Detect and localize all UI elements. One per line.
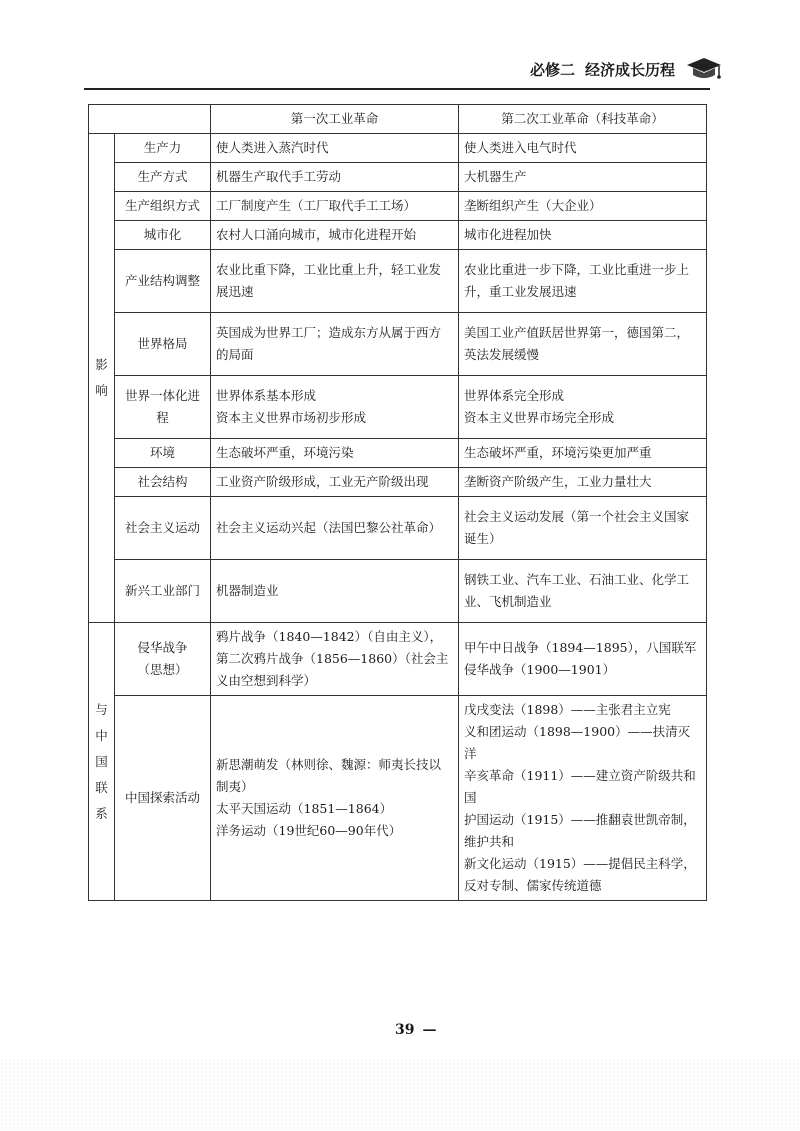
table-row	[89, 376, 707, 439]
corner-cell	[89, 105, 211, 134]
second-cell: 社会主义运动发展（第一个社会主义国家诞生）	[459, 497, 707, 560]
scan-noise-band	[0, 1058, 800, 1131]
first-cell: 机器制造业	[211, 560, 459, 623]
category-cell-china	[89, 623, 115, 901]
graduation-cap-icon	[685, 56, 723, 82]
aspect-cell: 社会主义运动	[115, 497, 211, 560]
second-cell: 垄断资产阶级产生，工业力量壮大	[459, 468, 707, 497]
second-cell: 美国工业产值跃居世界第一，德国第二，英法发展缓慢	[459, 313, 707, 376]
second-cell: 农业比重进一步下降，工业比重进一步上升，重工业发展迅速	[459, 250, 707, 313]
category-cell-influence	[89, 134, 115, 623]
aspect-cell: 世界一体化进程	[115, 376, 211, 439]
aspect-cell: 生产组织方式	[115, 192, 211, 221]
table-row	[89, 623, 707, 696]
first-cell: 工厂制度产生（工厂取代手工工场）	[211, 192, 459, 221]
table-row	[89, 439, 707, 468]
category-label: 与 中 国 联 系	[95, 701, 108, 821]
table-row	[89, 250, 707, 313]
table-row	[89, 163, 707, 192]
second-cell: 钢铁工业、汽车工业、石油工业、化学工业、飞机制造业	[459, 560, 707, 623]
first-cell: 新思潮萌发（林则徐、魏源：师夷长技以制夷） 太平天国运动（1851—1864） 洋务运动（19世纪60—90年代）	[211, 696, 459, 901]
table-row	[89, 221, 707, 250]
aspect-cell: 城市化	[115, 221, 211, 250]
aspect-cell: 生产力	[115, 134, 211, 163]
page-number-dash: —	[422, 1022, 437, 1038]
col-header-first-revolution: 第一次工业革命	[211, 105, 459, 134]
table-row	[89, 468, 707, 497]
aspect-cell: 环境	[115, 439, 211, 468]
second-cell: 戊戌变法（1898）——主张君主立宪 义和团运动（1898—1900）——扶清灭洋 辛亥革命（1911）——建立资产阶级共和国 护国运动（1915）——推翻袁世凯帝制，维护共和 新文化运动（1915）——提倡民主科学，反对专制、儒家传统道德	[459, 696, 707, 901]
second-cell: 垄断组织产生（大企业）	[459, 192, 707, 221]
aspect-cell: 世界格局	[115, 313, 211, 376]
second-cell: 甲午中日战争（1894—1895），八国联军侵华战争（1900—1901）	[459, 623, 707, 696]
second-cell: 世界体系完全形成 资本主义世界市场完全形成	[459, 376, 707, 439]
second-cell: 城市化进程加快	[459, 221, 707, 250]
first-cell: 工业资产阶级形成，工业无产阶级出现	[211, 468, 459, 497]
page-number: 39	[395, 1022, 415, 1038]
table-row	[89, 497, 707, 560]
aspect-cell: 社会结构	[115, 468, 211, 497]
aspect-cell: 侵华战争 （思想）	[115, 623, 211, 696]
first-cell: 农业比重下降，工业比重上升，轻工业发展迅速	[211, 250, 459, 313]
table-row	[89, 313, 707, 376]
first-cell: 英国成为世界工厂；造成东方从属于西方的局面	[211, 313, 459, 376]
aspect-cell: 生产方式	[115, 163, 211, 192]
header-rule	[84, 88, 710, 90]
table-row	[89, 696, 707, 901]
table-header-row	[89, 105, 707, 134]
first-cell: 农村人口涌向城市，城市化进程开始	[211, 221, 459, 250]
aspect-cell: 新兴工业部门	[115, 560, 211, 623]
comparison-table	[88, 104, 707, 901]
first-cell: 机器生产取代手工劳动	[211, 163, 459, 192]
first-cell: 使人类进入蒸汽时代	[211, 134, 459, 163]
second-cell: 生态破坏严重，环境污染更加严重	[459, 439, 707, 468]
table-row	[89, 134, 707, 163]
first-cell: 生态破坏严重，环境污染	[211, 439, 459, 468]
page-header	[530, 52, 730, 86]
chapter-title: 经济成长历程	[585, 60, 676, 79]
first-cell: 世界体系基本形成 资本主义世界市场初步形成	[211, 376, 459, 439]
book-title: 必修二	[530, 60, 576, 79]
table-row	[89, 192, 707, 221]
aspect-cell: 产业结构调整	[115, 250, 211, 313]
second-cell: 大机器生产	[459, 163, 707, 192]
category-label: 影 响	[95, 357, 108, 398]
second-cell: 使人类进入电气时代	[459, 134, 707, 163]
table-row	[89, 560, 707, 623]
first-cell: 社会主义运动兴起（法国巴黎公社革命）	[211, 497, 459, 560]
first-cell: 鸦片战争（1840—1842）（自由主义），第二次鸦片战争（1856—1860）（社会主义由空想到科学）	[211, 623, 459, 696]
page-footer	[395, 1022, 436, 1038]
aspect-cell: 中国探索活动	[115, 696, 211, 901]
col-header-second-revolution: 第二次工业革命（科技革命）	[459, 105, 707, 134]
